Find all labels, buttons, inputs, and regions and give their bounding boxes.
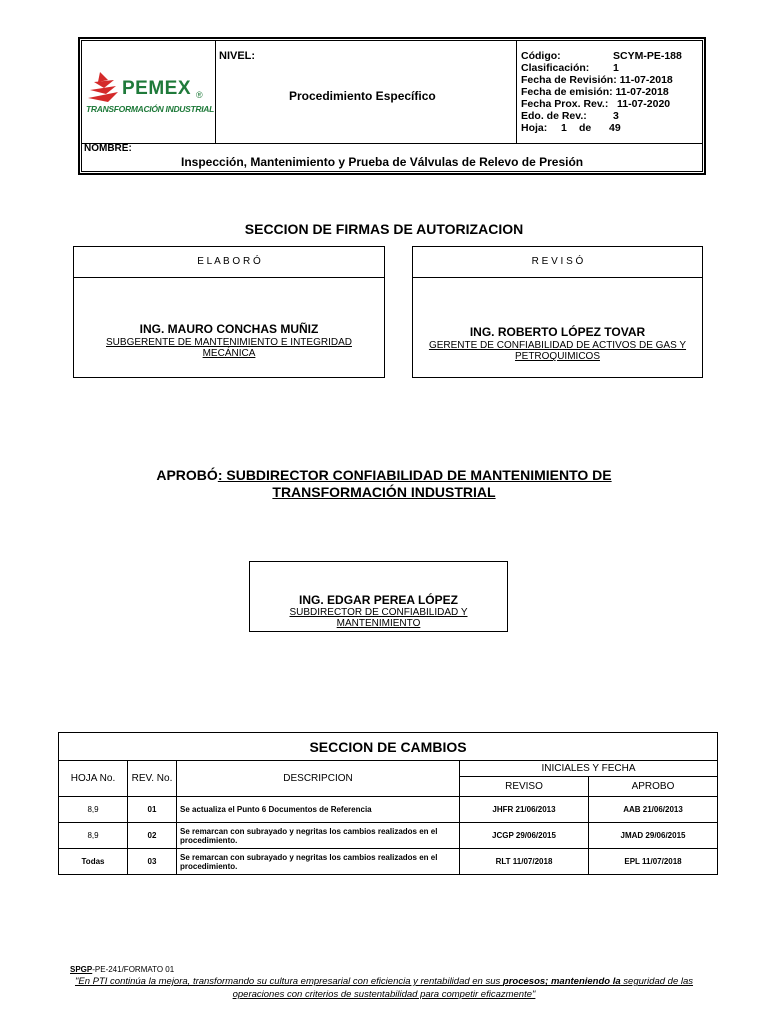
clasificacion-label: Clasificación: [521, 62, 590, 74]
fecha-prox-value: 11-07-2020 [617, 98, 671, 110]
registered-icon: ® [196, 90, 203, 100]
hoja-value: 1 [561, 122, 567, 134]
row-rev: 03 [128, 849, 177, 875]
row-rev: 02 [128, 823, 177, 849]
row-hoja: 8,9 [59, 797, 128, 823]
aprobo-title: : SUBDIRECTOR CONFIABILIDAD DE MANTENIMIENTO DE TRANSFORMACIÓN INDUSTRIAL [217, 467, 612, 500]
col-reviso: REVISO [460, 777, 589, 797]
elaboro-box [73, 246, 385, 378]
row-aprobo: AAB 21/06/2013 [589, 797, 718, 823]
form-code-prefix: SPGP [70, 965, 93, 974]
col-desc: DESCRIPCION [177, 761, 460, 797]
doc-type: Procedimiento Específico [289, 89, 436, 103]
fecha-revision-value: 11-07-2018 [619, 74, 673, 86]
clasificacion-value: 1 [613, 62, 619, 74]
table-row [59, 823, 718, 849]
edo-rev-value: 3 [613, 110, 619, 122]
fecha-prox-label: Fecha Prox. Rev.: [521, 98, 609, 110]
form-code-rest: -PE-241/FORMATO 01 [92, 965, 175, 974]
col-hoja: HOJA No. [59, 761, 128, 797]
row-reviso: JCGP 29/06/2015 [460, 823, 589, 849]
row-aprobo: JMAD 29/06/2015 [589, 823, 718, 849]
reviso-role: GERENTE DE CONFIABILIDAD DE ACTIVOS DE GAS Y PETROQUIMICOS [428, 340, 687, 362]
elaboro-role: SUBGERENTE DE MANTENIMIENTO E INTEGRIDAD MECÁNICA [106, 337, 352, 359]
pemex-logo-text: PEMEX [122, 78, 192, 99]
quote-part1: "En PTI continúa la mejora, transformando su cultura empresarial con eficiencia y rentabilidad en sus [74, 976, 503, 987]
pemex-logo-subtitle: TRANSFORMACIÓN INDUSTRIAL [86, 104, 215, 114]
col-iniciales: INICIALES Y FECHA [460, 761, 718, 777]
codigo-label: Código: [521, 50, 561, 62]
row-hoja: Todas [59, 849, 128, 875]
elaboro-label: E L A B O R Ó [197, 256, 261, 267]
signatures-section-title: SECCION DE FIRMAS DE AUTORIZACION [244, 221, 524, 237]
changes-table [58, 732, 718, 875]
row-reviso: RLT 11/07/2018 [460, 849, 589, 875]
row-desc: Se remarcan con subrayado y negritas los cambios realizados en el procedimiento. [177, 823, 460, 849]
reviso-label: R E V I S Ó [531, 256, 584, 267]
row-aprobo: EPL 11/07/2018 [589, 849, 718, 875]
row-desc: Se remarcan con subrayado y negritas los cambios realizados en el procedimiento. [177, 849, 460, 875]
row-hoja: 8,9 [59, 823, 128, 849]
row-reviso: JHFR 21/06/2013 [460, 797, 589, 823]
hoja-de: de [579, 122, 592, 134]
pemex-eagle-icon [86, 70, 126, 104]
form-code [70, 965, 174, 974]
table-row [59, 849, 718, 875]
aprobo-box [249, 561, 508, 632]
col-aprobo: APROBO [589, 777, 718, 797]
col-rev: REV. No. [128, 761, 177, 797]
fecha-revision-label: Fecha de Revisión: [521, 74, 617, 86]
edo-rev-label: Edo. de Rev.: [521, 110, 587, 122]
aprobo-prefix: APROBÓ [156, 467, 218, 483]
document-name: Inspección, Mantenimiento y Prueba de Válvulas de Relevo de Presión [181, 155, 584, 169]
quote-bold: procesos; manteniendo la [502, 976, 621, 987]
nivel-label: NIVEL: [219, 50, 256, 62]
hoja-label: Hoja: [521, 122, 548, 134]
aprobo-role: SUBDIRECTOR DE CONFIABILIDAD Y MANTENIMIENTO [289, 607, 468, 629]
doc-meta [521, 50, 701, 134]
hoja-total: 49 [609, 122, 621, 134]
footer-quote [70, 975, 698, 1001]
row-desc: Se actualiza el Punto 6 Documentos de Referencia [177, 797, 460, 823]
codigo-value: SCYM-PE-188 [613, 50, 682, 62]
quote-part2: seguridad de las operaciones con criterios de sustentabilidad para competir eficazmente" [232, 976, 694, 1000]
aprobo-name: ING. EDGAR PEREA LÓPEZ [299, 593, 458, 607]
changes-title: SECCION DE CAMBIOS [59, 733, 718, 761]
table-row [59, 797, 718, 823]
nombre-label: NOMBRE: [84, 143, 132, 154]
aprobo-heading [100, 467, 668, 501]
reviso-box [412, 246, 703, 378]
row-rev: 01 [128, 797, 177, 823]
fecha-emision-value: 11-07-2018 [615, 86, 669, 98]
elaboro-name: ING. MAURO CONCHAS MUÑIZ [139, 322, 319, 336]
fecha-emision-label: Fecha de emisión: [521, 86, 613, 98]
pemex-logo [86, 70, 214, 120]
reviso-name: ING. ROBERTO LÓPEZ TOVAR [469, 325, 646, 339]
